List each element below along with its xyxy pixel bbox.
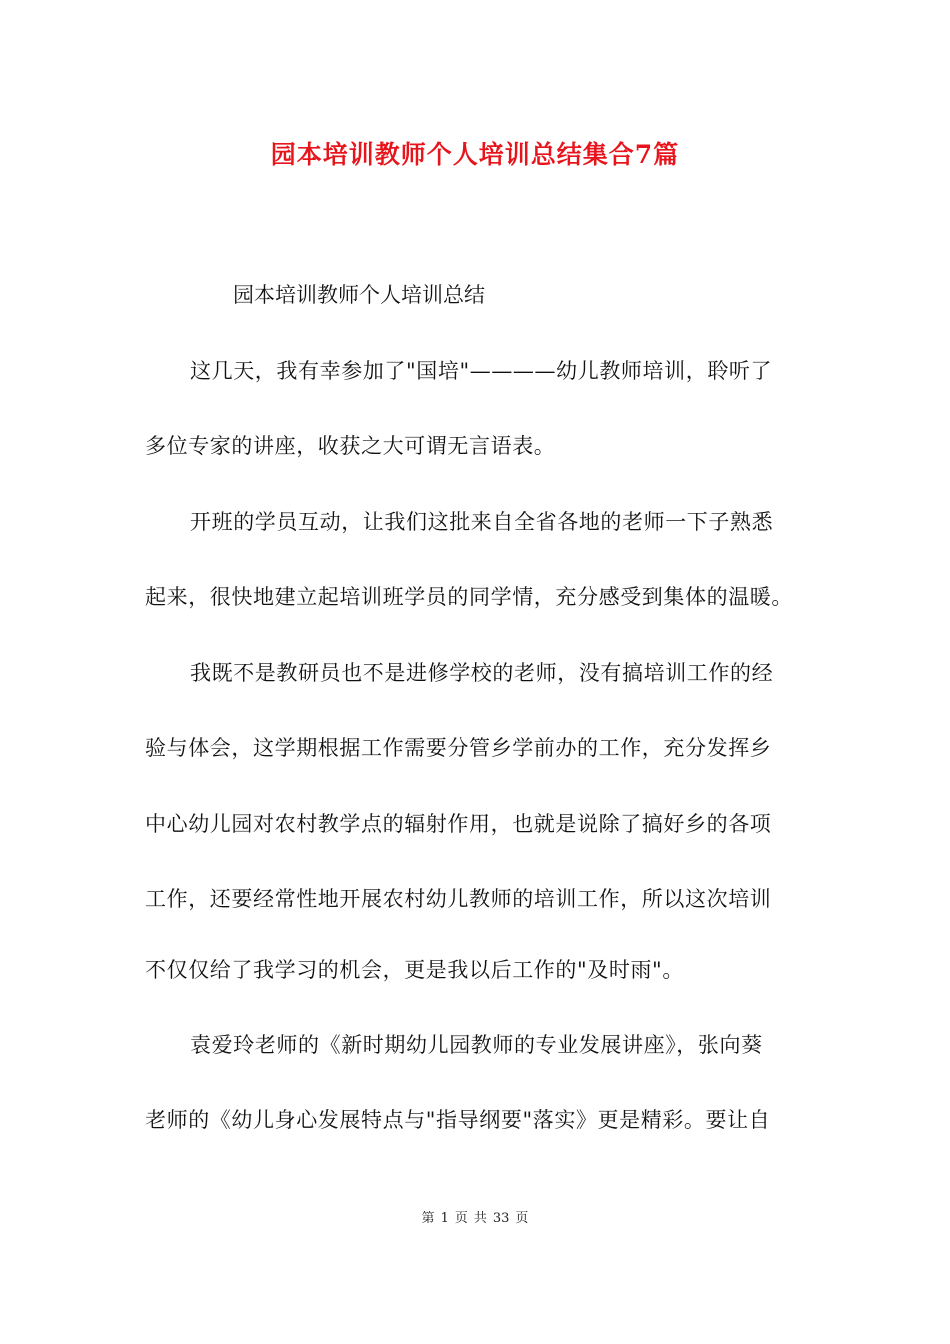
footer-prefix: 第 <box>421 1211 435 1226</box>
footer-page-number: 1 <box>440 1211 449 1226</box>
paragraph-line: 工作，还要经常性地开展农村幼儿教师的培训工作，所以这次培训 <box>145 887 772 911</box>
paragraph-line: 袁爱玲老师的《新时期幼儿园教师的专业发展讲座》，张向葵 <box>190 1033 763 1057</box>
page-footer <box>0 1207 950 1226</box>
paragraph-line: 老师的《幼儿身心发展特点与"指导纲要"落实》更是精彩。要让自 <box>145 1108 771 1132</box>
paragraph-line: 不仅仅给了我学习的机会，更是我以后工作的"及时雨"。 <box>145 958 684 982</box>
paragraph-line: 开班的学员互动，让我们这批来自全省各地的老师一下子熟悉 <box>190 510 774 534</box>
paragraph-line: 中心幼儿园对农村教学点的辐射作用，也就是说除了搞好乡的各项 <box>145 812 772 836</box>
footer-page-label: 页 <box>454 1211 468 1226</box>
paragraph-line: 验与体会，这学期根据工作需要分管乡学前办的工作，充分发挥乡 <box>145 736 772 760</box>
paragraph-line: 这几天，我有幸参加了"国培"————幼儿教师培训，聆听了 <box>190 359 773 383</box>
document-title: 园本培训教师个人培训总结集合7篇 <box>270 140 680 169</box>
paragraph-line: 起来，很快地建立起培训班学员的同学情，充分感受到集体的温暖。 <box>145 585 793 609</box>
footer-total-label: 共 <box>473 1211 487 1226</box>
footer-total-pages: 33 <box>492 1211 510 1226</box>
section-heading: 园本培训教师个人培训总结 <box>233 283 485 307</box>
paragraph-line: 我既不是教研员也不是进修学校的老师，没有搞培训工作的经 <box>190 661 774 685</box>
footer-suffix: 页 <box>515 1211 529 1226</box>
paragraph-line: 多位专家的讲座，收获之大可谓无言语表。 <box>145 434 556 458</box>
